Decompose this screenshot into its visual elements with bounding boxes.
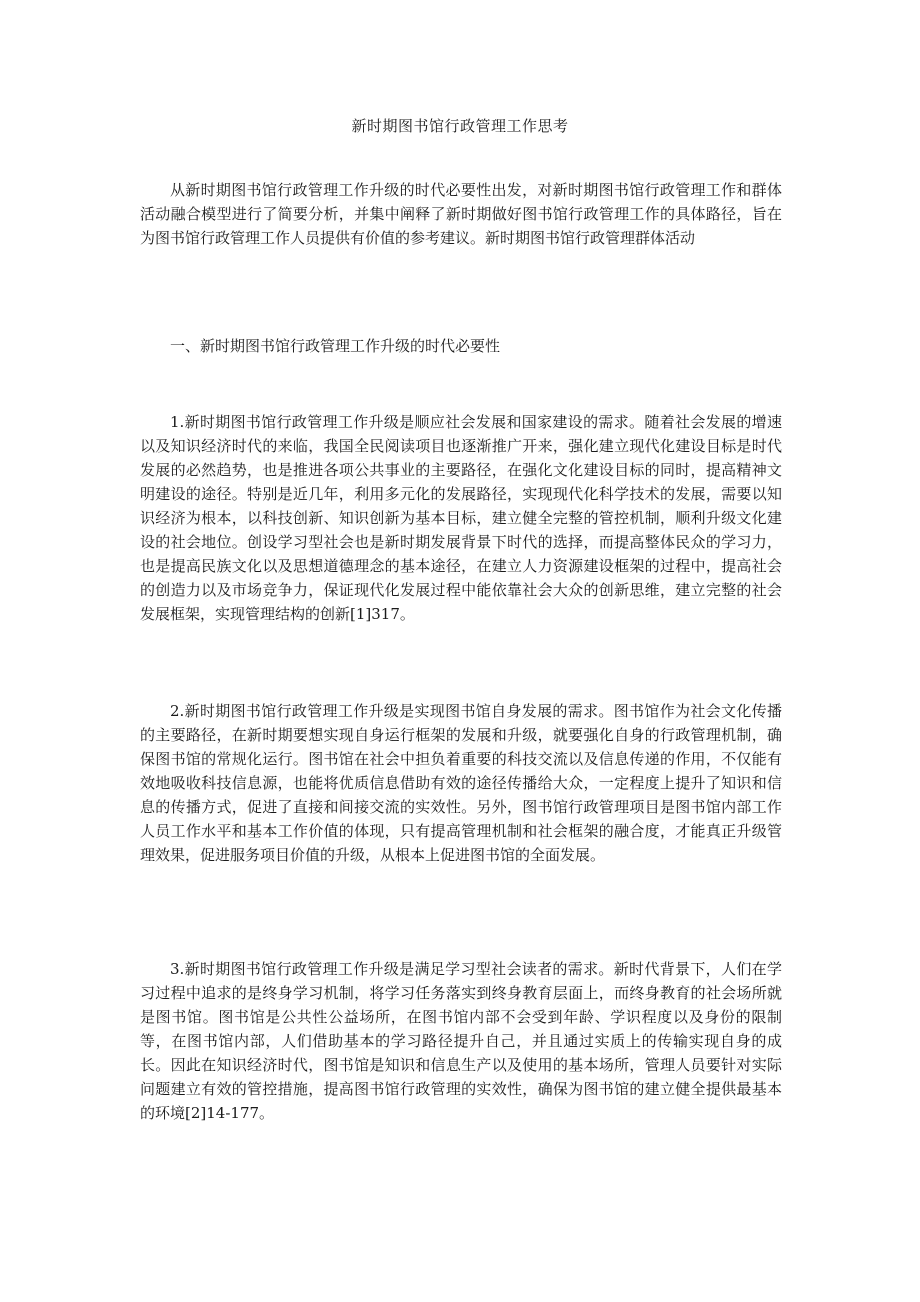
abstract-paragraph: 从新时期图书馆行政管理工作升级的时代必要性出发，对新时期图书馆行政管理工作和群体活动融合模型进行了简要分析，并集中阐释了新时期做好图书馆行政管理工作的具体路径，旨在为图书馆行政管理工作人员提供有价值的参考建议。新时期图书馆行政管理群体活动 xyxy=(140,181,782,247)
body-paragraph-1: 1.新时期图书馆行政管理工作升级是顺应社会发展和国家建设的需求。随着社会发展的增速以及知识经济时代的来临，我国全民阅读项目也逐渐推广开来，强化建立现代化建设目标是时代发展的必然趋势，也是推进各项公共事业的主要路径，在强化文化建设目标的同时，提高精神文明建设的途径。特别是近几年，利用多元化的发展路径，实现现代化科学技术的发展，需要以知识经济为根本，以科技创新、知识创新为基本目标，建立健全完整的管控机制，顺利升级文化建设的社会地位。创设学习型社会也是新时期发展背景下时代的选择，而提高整体民众的学习力，也是提高民族文化以及思想道德理念的基本途径，在建立人力资源建设框架的过程中，提高社会的创造力以及市场竞争力，保证现代化发展过程中能依靠社会大众的创新思维，建立完整的社会发展框架，实现管理结构的创新[1]317。 xyxy=(140,413,782,623)
section-heading: 一、新时期图书馆行政管理工作升级的时代必要性 xyxy=(170,337,501,355)
body-paragraph-2: 2.新时期图书馆行政管理工作升级是实现图书馆自身发展的需求。图书馆作为社会文化传播的主要路径，在新时期要想实现自身运行框架的发展和升级，就要强化自身的行政管理机制，确保图书馆的常规化运行。图书馆在社会中担负着重要的科技交流以及信息传递的作用，不仅能有效地吸收科技信息源，也能将优质信息借助有效的途径传播给大众，一定程度上提升了知识和信息的传播方式，促进了直接和间接交流的实效性。另外，图书馆行政管理项目是图书馆内部工作人员工作水平和基本工作价值的体现，只有提高管理机制和社会框架的融合度，才能真正升级管理效果，促进服务项目价值的升级，从根本上促进图书馆的全面发展。 xyxy=(140,702,782,864)
body-paragraph-3: 3.新时期图书馆行政管理工作升级是满足学习型社会读者的需求。新时代背景下，人们在学习过程中追求的是终身学习机制，将学习任务落实到终身教育层面上，而终身教育的社会场所就是图书馆。图书馆是公共性公益场所，在图书馆内部不会受到年龄、学识程度以及身份的限制等，在图书馆内部，人们借助基本的学习路径提升自己，并且通过实质上的传输实现自身的成长。因此在知识经济时代，图书馆是知识和信息生产以及使用的基本场所，管理人员要针对实际问题建立有效的管控措施，提高图书馆行政管理的实效性，确保为图书馆的建立健全提供最基本的环境[2]14-177。 xyxy=(140,960,782,1122)
document-title: 新时期图书馆行政管理工作思考 xyxy=(351,117,569,135)
